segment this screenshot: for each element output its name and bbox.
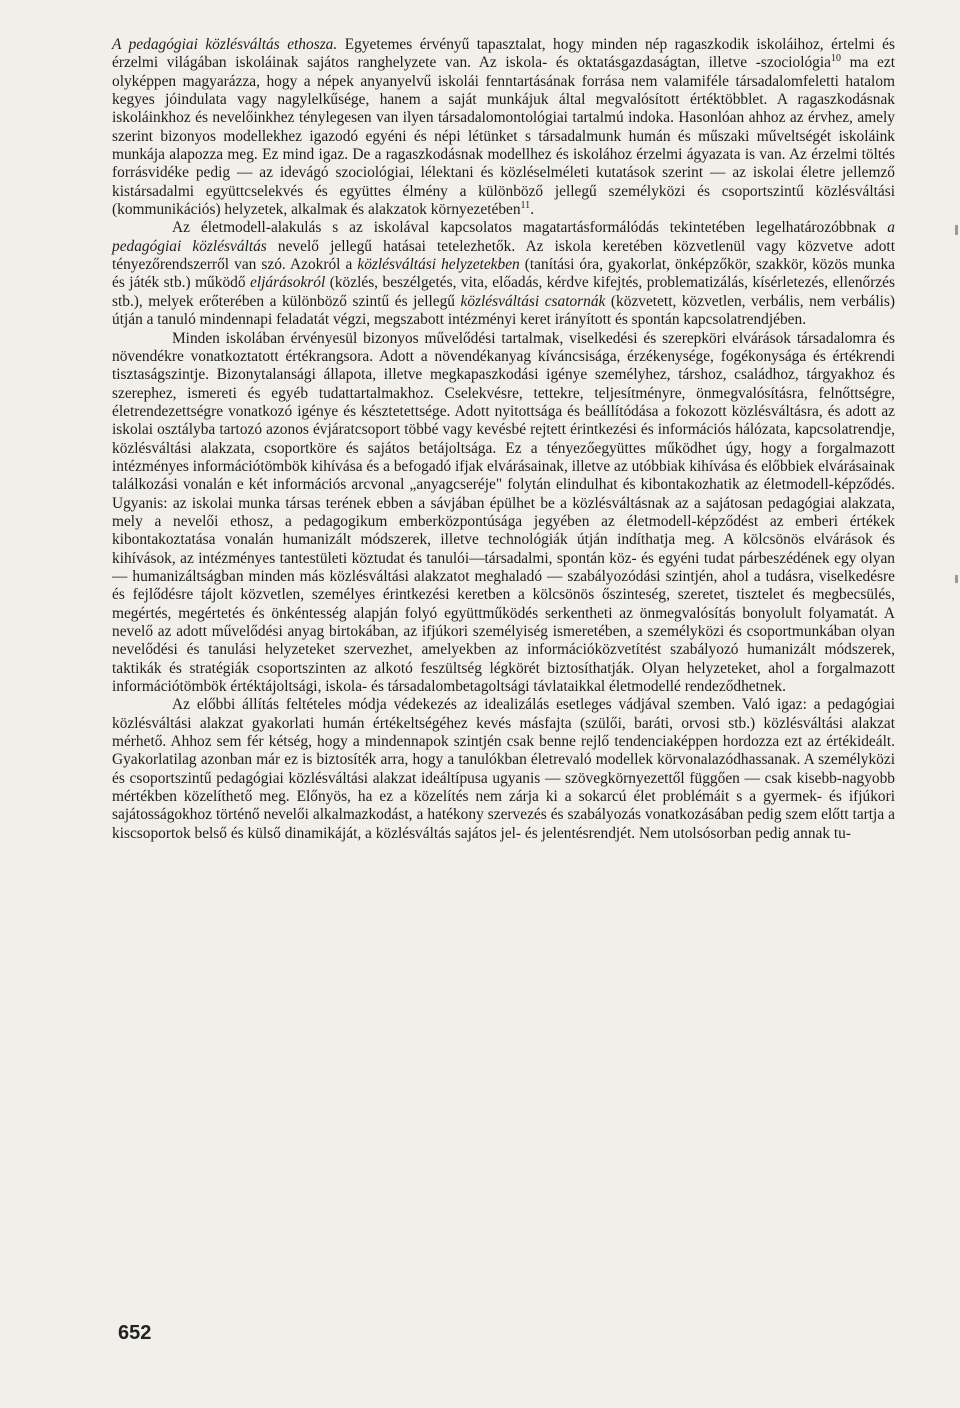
paragraph-2-text-c: (tanítási óra, gyakorlat, önképzőkör, szakkör, közös munka és játék stb.) működő [112, 256, 895, 292]
scan-edge-mark [955, 225, 958, 235]
paragraph-2-text-a: Az életmodell-alakulás s az iskolával kapcsolatos magatartásformálódás tekintetében legelhatározóbbnak [172, 219, 888, 237]
paragraph-1 [112, 36, 895, 219]
paragraph-3: Minden iskolában érvényesül bizonyos művelődési tartalmak, viselkedési és szerepköri elvárások társadalomra és növendékre vonatkoztatott értékrangsora. Adott a növendékanyag kíváncsisága, érzékenysége, fogékonysága és értékrendi tisztaságszintje. Bizonytalansági állapota, illetve megkapaszkodási igénye személyhez, társhoz, családhoz, tárgyakhoz és szerephez, ismereti és egyéb tudattartalmakhoz. Cselekvésre, tettekre, teljesítményre, önmegvalósításra, felnőttségre, életrendezettségre vonatkozó igénye és késztetettsége. Adott nyitottsága és beállítódása a fokozott közlésváltásra, és adott az iskolai osztályba tartozó azonos évjáratcsoport többé vagy kevésbé rejtett érintkezési és információs hálózata, kapcsolatrendje, közlésváltási alakzata, csoportköre és sajátos betájoltsága. Ez a tényezőegyüttes működhet úgy, hogy a forgalmazott intézményes információtömbök kihívása és a befogadó ifjak elvárásainak, illetve az utóbbiak kihívása és előbbiek elvárásainak találkozási vonalán e két információs arcvonal „anyagcseréje" folytán elindulhat és kibontakozhatik az életmodell-képződés. Ugyanis: az iskolai munka társas terének ebben a sávjában épülhet be a közlésváltásnak az a sajátosan pedagógiai alakzata, mely a nevelői ethosz, a pedagogikum emberközpontúsága jegyében az életmodell-képződést az emberi értékek kibontakoztatása vonalán humanizált módszerek, illetve technológiák útján indíthatja meg. A kölcsönös elvárások és kihívások, az intézményes tantestületi köztudat és tanulói—társadalmi, spontán köz- és egyéni tudat párbeszédének egy olyan — humanizáltságban minden más közlésváltási alakzatot meghaladó — szabályozódási szintjén, ahol a tudásra, viselkedésre és fejlődésre tájolt közvetlen, személyes érintkezési keretben a kölcsönös őszinteség, szeretet, tisztelet és megbecsülés, megértés, megértetés és önkéntesség alapján folyó együttműködés serkentheti az önmegvalósítás bonyolult folyamatát. A nevelő az adott művelődési anyag birtokában, az ifjúkori személyiség ismeretében, a személyközi és csoportmunkában olyan nevelődési és tanulási helyzeteket szervezhet, amelyekben az információközvetítést szabályozó humanizált módszerek, taktikák és stratégiák csoportszinten az alkotó feszültség légkörét biztosíthatják. Olyan helyzeteket, ahol a forgalmazott információtömbök értéktájoltsági, iskola- és társadalombetagoltsági távlataikkal életmodellé rendeződhetnek. [112, 329, 895, 696]
paragraph-4: Az előbbi állítás feltételes módja védekezés az idealizálás esetleges vádjával szemben. Való igaz: a pedagógiai közlésváltási alakzat gyakorlati humán értékeltségéhez kevés másfajta (szülői, baráti, orvosi stb.) közlésváltási alakzat mérhető. Ahhoz sem fér kétség, hogy a mindennapok szintjén csak benne rejlő tendenciaképpen hordozza ezt az értékideált. Gyakorlatilag azonban már ez is biztosíték arra, hogy a tanulókban életrevaló modellek körvonalazódhassanak. A személyközi és csoportszintű pedagógiai közlésváltási alakzat ideáltípusa ugyanis — szövegkörnyezettől függően — csak kisebb-nagyobb mértékben közelíthető meg. Előnyös, ha ez a közelítés nem zárja ki a sokarcú élet problémáit s a gyermek- és ifjúkori sajátosságokhoz történő nevelői alkalmazkodást, a hatékony szervezés és szabályozás vonatkozásában pedig szem előtt tartja a kiscsoportok belső és külső dinamikáját, a közlésváltás sajátos jel- és jelentésrendjét. Nem utolsósorban pedig annak tu- [112, 696, 895, 842]
paragraph-2 [112, 219, 895, 329]
footnote-ref-10: 10 [830, 53, 841, 65]
paragraph-1-text-c: . [530, 201, 535, 219]
footnote-ref-11: 11 [520, 199, 531, 211]
paragraph-2-text-b: nevelő jellegű hatásai tetelezhetők. Az iskola keretében közvetlenül vagy közvetve adott tényezőrendszerről van szó. Azokról a [112, 237, 895, 274]
scan-edge-mark [955, 575, 958, 583]
body-text [112, 36, 895, 843]
paragraph-2-text-d: (közlés, beszélgetés, vita, előadás, kérdve kifejtés, problematizálás, kísérletezés, ellenőrzés stb.), melyek erőterében a különböző szintű és jellegű [112, 274, 895, 310]
section-heading-italic: A pedagógiai közlésváltás ethosza. [112, 36, 338, 53]
emphasis-exchange-channels: közlésváltási csatornák [460, 292, 606, 310]
paragraph-2-text-e: (közvetett, közvetlen, verbális, nem verbális) útján a tanuló mindennapi feladatát végzi, megszabott intézményi keret irányított és spontán kapcsolatrendjében. [112, 292, 896, 329]
page-number: 652 [118, 1322, 152, 1344]
emphasis-procedures: eljárásokról [250, 274, 326, 292]
emphasis-exchange-situations: közlésváltási helyzetekben [357, 256, 520, 274]
emphasis-pedagogical-exchange: a pedagógiai közlésváltás [112, 219, 895, 255]
paragraph-1-text-b: ma ezt olyképpen magyarázza, hogy a népek anyanyelvű iskolái fenntartásának forrása nem valamiféle társadalomfeletti hatalom kegyes jóindulata vagy nagylelkűsége, hanem a saját munkájuk által megvalósított értéktöbblet. A ragaszkodásnak iskoláinkhoz és nevelőinkhez ténylegesen van ilyen társadalomontológiai tartalmú indoka. Hasonlóan ahhoz az érvhez, amely szerint bizonyos modellekhez igazodó egyéni és népi létünket s társadalmunk humán és műszaki műveltségét iskoláink munkája alapozza meg. Ez mind igaz. De a ragaszkodásnak modellhez és iskolához érzelmi ágyazata is van. Az érzelmi töltés forrásvidéke pedig — az idevágó szociológiai, lélektani és közléselméleti kutatások szerint — az iskolai életre jellemző kistársadalmi együttcselekvés és együttes élmény a különböző jellegű személyközi és csoportszintű közlésváltási (kommunikációs) helyzetek, alkalmak és alakzatok környezetében [112, 54, 895, 219]
paragraph-1-text-a: Egyetemes érvényű tapasztalat, hogy minden nép ragaszkodik iskoláihoz, értelmi és érzelmi világában iskoláinak sajátos ranghelyzete van. Az iskola- és oktatásgazdaságtan, illetve -szociológia [112, 36, 896, 72]
